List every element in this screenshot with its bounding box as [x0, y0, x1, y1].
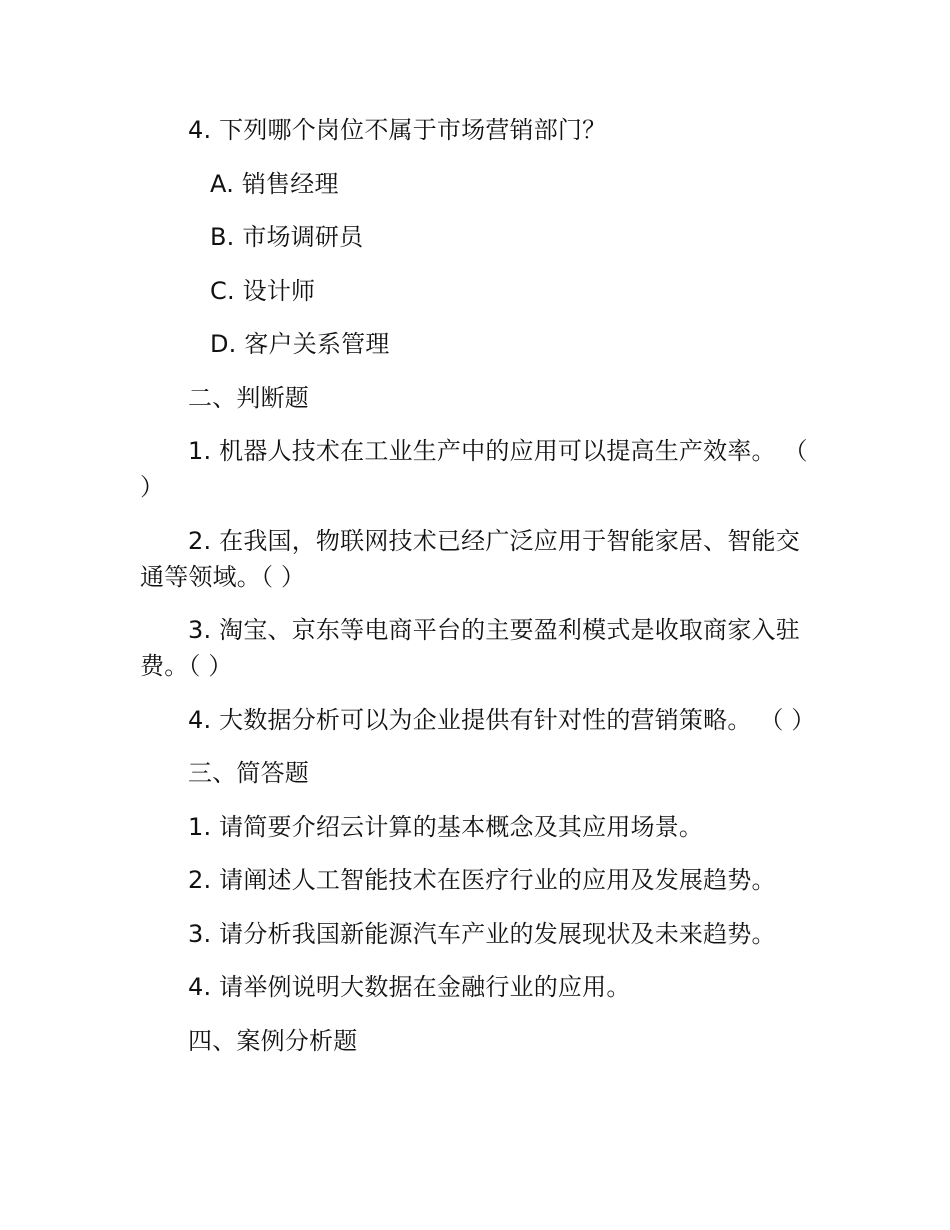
mcq-option-a: A. 销售经理 [210, 169, 339, 198]
section-heading-true-false: 二、判断题 [188, 383, 309, 412]
short-answer-item-4: 4. 请举例说明大数据在金融行业的应用。 [188, 973, 631, 1001]
mcq-option-d: D. 客户关系管理 [210, 330, 390, 358]
true-false-item-4: 4. 大数据分析可以为企业提供有针对性的营销策略。 （ ） [188, 705, 816, 734]
section-heading-short-answer: 三、简答题 [188, 759, 309, 787]
true-false-item-3: 3. 淘宝、京东等电商平台的主要盈利模式是收取商家入驻费。（ ） [140, 616, 800, 680]
short-answer-item-2: 2. 请阐述人工智能技术在医疗行业的应用及发展趋势。 [188, 866, 776, 894]
section-heading-case-analysis: 四、案例分析题 [188, 1026, 358, 1055]
short-answer-item-1: 1. 请简要介绍云计算的基本概念及其应用场景。 [188, 812, 704, 841]
true-false-item-1: 1. 机器人技术在工业生产中的应用可以提高生产效率。 （ ） [140, 437, 808, 501]
true-false-item-2: 2. 在我国，物联网技术已经广泛应用于智能家居、智能交通等领域。（ ） [140, 526, 800, 591]
short-answer-item-3: 3. 请分析我国新能源汽车产业的发展现状及未来趋势。 [188, 919, 776, 948]
mcq-question-4: 4. 下列哪个岗位不属于市场营销部门？ [188, 116, 607, 144]
mcq-option-c: C. 设计师 [210, 276, 316, 305]
mcq-option-b: B. 市场调研员 [210, 223, 364, 251]
document-body [140, 112, 815, 1076]
